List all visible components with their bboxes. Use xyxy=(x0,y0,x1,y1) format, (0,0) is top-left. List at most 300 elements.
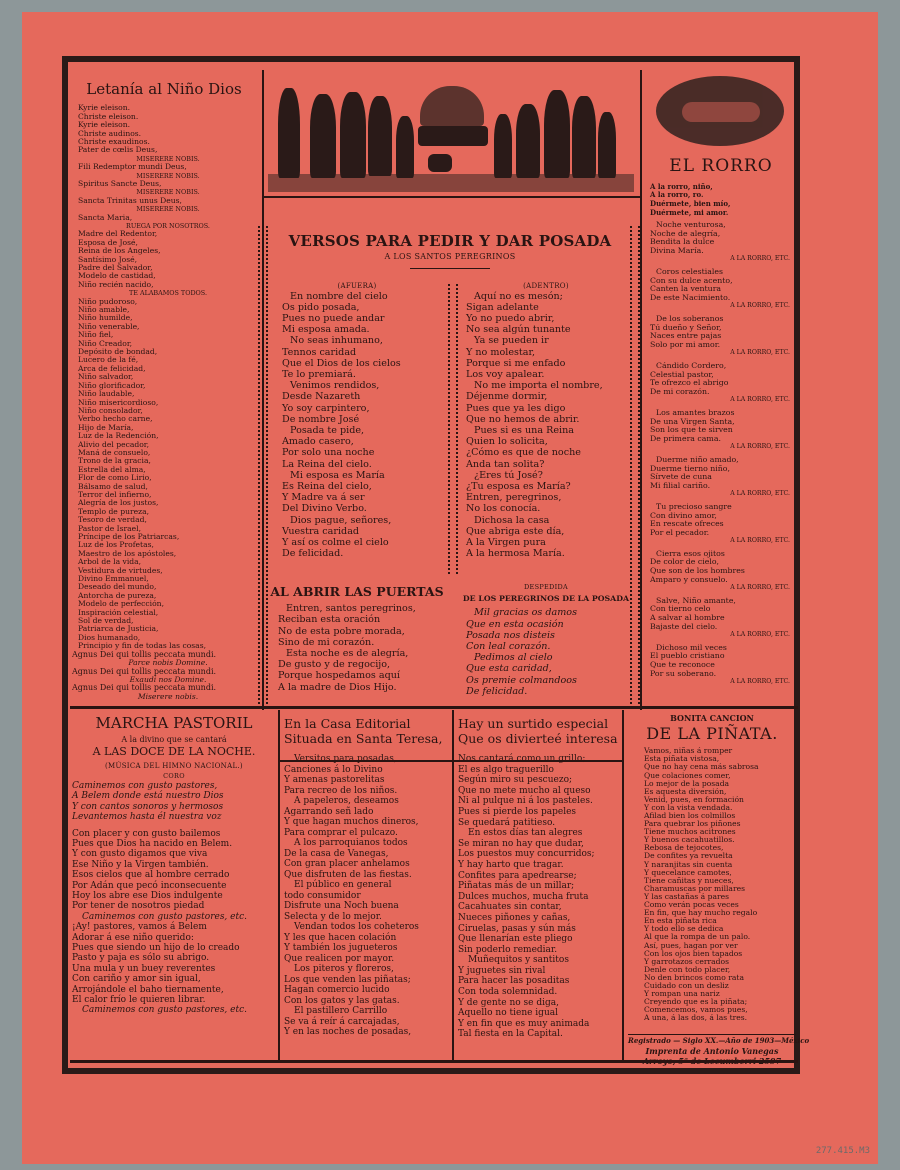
litany-line: Agnus Dei qui tollis peccata mundi. xyxy=(72,649,217,659)
verse-line: Ni al pulque ni á los pasteles. xyxy=(458,796,593,807)
verse-line: Y Madre va á ser xyxy=(282,492,365,504)
verse-line: A la Virgen pura xyxy=(466,537,546,548)
divider xyxy=(640,70,642,710)
coro-verses xyxy=(72,781,276,823)
litany-line: Lucero de la fé, xyxy=(78,355,139,365)
verse-line: El es algo traguerillo xyxy=(458,764,554,775)
verse-line: Esta noche es de alegría, xyxy=(286,648,409,660)
surtido-heading xyxy=(458,716,620,746)
verse-line: Pues que ya les digo xyxy=(466,402,566,414)
litany-line: Dios humanado, xyxy=(78,632,141,642)
verse-line: No me importa el nombre, xyxy=(474,380,603,392)
verse-line: Tu precioso sangre xyxy=(656,501,732,511)
verse-line: Cacahuates sin contar, xyxy=(458,902,562,913)
litany-line: Modelo de perfección, xyxy=(78,599,164,609)
verse-line: ¡Ay! pastores, vamos á Belem xyxy=(72,922,207,933)
litany-line: Estrella del alma, xyxy=(78,464,146,474)
verse-line: Posada te pide, xyxy=(290,424,365,436)
verse-line: Con los ojos bien tapados xyxy=(644,948,743,958)
verse-line: Los amantes brazos xyxy=(656,407,735,417)
verse-line: Creyendo que es la piñata; xyxy=(644,997,748,1007)
verse-line: Aquí no es mesón; xyxy=(474,290,563,302)
verse-line: No sea algún tunante xyxy=(466,324,571,336)
editorial-heading xyxy=(284,716,450,746)
litany-line: Christe audinos. xyxy=(78,128,142,138)
editorial-verses xyxy=(284,754,450,1038)
verse-line: Cuidado con un desliz xyxy=(644,980,729,990)
verse-line: Por solo una noche xyxy=(282,447,375,459)
litany-line: Esposa de José, xyxy=(78,237,138,247)
verse-line: todo consumidor xyxy=(284,890,361,901)
litany-line: Templo de pureza, xyxy=(78,506,150,516)
verse-line: En estos días tan alegres xyxy=(468,828,583,839)
verse-line: Dichosa la casa xyxy=(474,514,550,526)
verse-line: Venimos rendidos, xyxy=(290,380,380,392)
litany-line: Niño glorificador, xyxy=(78,380,146,390)
verse-line: Una mula y un buey reverentes xyxy=(72,963,216,974)
verse-line: Afilad bien los colmillos xyxy=(644,811,736,821)
verse-line: Que el Dios de los cielos xyxy=(282,357,401,369)
rorro-refrain: A LA RORRO, ETC. xyxy=(730,631,790,639)
verse-line: Tal fiesta en la Capital. xyxy=(458,1029,563,1040)
verse-line: Pues que Dios ha nacido en Belem. xyxy=(72,838,233,849)
inside-verses xyxy=(458,291,634,560)
march-column xyxy=(72,714,276,1060)
verse-line: Y todo ello se dedica xyxy=(644,924,724,934)
verse-line: Comencemos, vamos pues, xyxy=(644,1005,748,1015)
imprint-line-1: Registrado — Siglo XX.—Año de 1903—México xyxy=(628,1036,810,1045)
verse-line: Os premie colmandoos xyxy=(466,674,577,686)
editorial-column xyxy=(284,716,450,1060)
verse-line: En esta piñata rica xyxy=(644,916,717,926)
verse-line: Pues no puede andar xyxy=(282,312,385,324)
verse-line: Y garrotazos cerrados xyxy=(644,956,729,966)
verse-line: Desde Nazareth xyxy=(282,391,361,403)
verse-line: Duerme niño amado, xyxy=(656,454,739,464)
verse-line: Se miran no hay que dudar, xyxy=(458,838,584,849)
verse-line: Pues que siendo un hijo de lo creado xyxy=(72,943,240,953)
verse-line: Al que la rompa de un palo. xyxy=(644,932,751,942)
litany-line: Maestro de los apóstoles, xyxy=(78,548,177,558)
verse-line: Pues si pierde los papeles xyxy=(458,806,577,817)
litany-line: Bálsamo de salud, xyxy=(78,481,148,491)
verse-line: Que abriga este día, xyxy=(466,525,565,537)
verse-line: Según miro su pescuezo; xyxy=(458,775,573,786)
verse-line: Por tener de nosotros piedad xyxy=(72,901,205,912)
verse-line: Denle con todo placer, xyxy=(644,964,731,974)
litany-line: Niño laudable, xyxy=(78,389,135,399)
verse-line: Coros celestiales xyxy=(656,267,724,277)
verse-line: Sigan adelante xyxy=(466,301,539,313)
litany-line: Sancta Maria, xyxy=(78,212,133,222)
litany-line: Kyrie eleison. xyxy=(78,103,131,113)
verse-line: Pedimos al cielo xyxy=(474,652,553,664)
infant-woodcut xyxy=(656,76,784,146)
surtido-verses xyxy=(458,754,620,1040)
rorro-refrain: A LA RORRO, ETC. xyxy=(730,443,790,451)
verse-line: A la madre de Dios Hijo. xyxy=(278,681,397,693)
verse-line: Sírvete de cuna xyxy=(650,472,712,482)
verse-line: El público en general xyxy=(294,880,392,890)
verse-line: No seas inhumano, xyxy=(290,335,383,347)
posada-subtitle: A LOS SANTOS PEREGRINOS xyxy=(384,252,516,262)
verse-line: Con toda solemnidad. xyxy=(458,987,558,998)
litany-line: Trono de la gracia, xyxy=(78,456,151,466)
divider xyxy=(622,710,624,1060)
verse-line: De confites ya revuelta xyxy=(644,851,733,861)
pinata-pre: BONITA CANCION xyxy=(670,713,754,723)
litany-line: Niño fiel, xyxy=(78,330,114,340)
litany-line: Divino Emmanuel, xyxy=(78,574,149,584)
rorro-refrain: A LA RORRO, ETC. xyxy=(730,302,790,310)
verse-line: Y buenos cacahuatillos. xyxy=(644,835,735,845)
verse-line: Que esta caridad, xyxy=(466,663,552,675)
pinata-column xyxy=(628,713,810,1066)
verse-line: El pastillero Carrillo xyxy=(294,1006,388,1016)
verse-line: Bajaste del cielo. xyxy=(650,621,718,631)
litany-line: Sol de verdad, xyxy=(78,616,134,626)
rorro-intro-line: Duérmete, mi amor. xyxy=(650,207,729,217)
verse-line: Como verán pocas veces xyxy=(644,900,739,910)
verse-line: Te lo premiará. xyxy=(282,368,356,380)
verse-line: Dichoso mil veces xyxy=(656,642,727,652)
litany-line: Christe exaudinos. xyxy=(78,136,150,146)
verse-line: De felicidad. xyxy=(466,685,528,697)
rorro-refrain: A LA RORRO, ETC. xyxy=(730,255,790,263)
verse-line: Con tierno celo xyxy=(650,604,711,614)
march-verses xyxy=(72,829,276,1016)
verse-line: Para hacer las posaditas xyxy=(458,976,570,987)
verse-line: Y no molestar, xyxy=(466,346,536,358)
verse-line: Piñatas más de un millar; xyxy=(458,881,575,892)
verse-line: A una, á las dos, á las tres. xyxy=(644,1013,748,1023)
verse-line: Adorar á ese niño querido: xyxy=(72,932,194,943)
march-title: MARCHA PASTORIL xyxy=(95,714,253,732)
verse-line: Entren, peregrinos, xyxy=(466,492,562,504)
verse-line: Se quedará patitieso. xyxy=(458,817,556,828)
verse-line: Y con cantos sonoros y hermosos xyxy=(72,801,224,812)
litany-line: Madre del Redentor, xyxy=(78,229,158,239)
verse-line: A papeleros, deseamos xyxy=(294,796,399,806)
verse-line: ¿Tu esposa es María? xyxy=(466,480,571,492)
litany-line: Hijo de María, xyxy=(78,422,134,432)
litany-line: Pastor de Israel, xyxy=(78,523,142,533)
verse-line: Tú dueño y Señor, xyxy=(650,322,722,332)
verse-line: Del Divino Verbo. xyxy=(282,503,367,515)
litany-line: Padre del Salvador, xyxy=(78,263,153,273)
surtido-column xyxy=(458,716,620,1060)
litany-line: Kyrie eleison. xyxy=(78,120,131,130)
verse-line: Que no mete mucho al queso xyxy=(458,785,591,796)
verse-line: Dulces muchos, mucha fruta xyxy=(458,891,589,902)
litany-line: Fili Redemptor mundi Deus, xyxy=(78,162,187,172)
verse-line: Nos cantará como un grillo; xyxy=(458,754,586,764)
rorro-refrain: A LA RORRO, ETC. xyxy=(730,678,790,686)
verse-line: Con gran placer anhelamos xyxy=(284,859,410,869)
verse-line: Caminemos con gusto pastores, etc. xyxy=(82,1005,248,1016)
verse-line: Levantemos hasta él nuestra voz xyxy=(72,812,222,823)
verse-line: Duerme tierno niño, xyxy=(650,463,730,473)
litany-line: Luz de los Profetas, xyxy=(78,540,154,550)
litany-line: Principio y fin de todas las cosas, xyxy=(78,641,207,651)
coro-label: CORO xyxy=(163,771,185,780)
verse-line: Y de gente no se diga, xyxy=(458,997,559,1008)
verse-line: De la casa de Vanegas, xyxy=(284,848,389,859)
rorro-refrain: A LA RORRO, ETC. xyxy=(730,490,790,498)
verse-line: De nombre José xyxy=(282,413,360,425)
verse-line: ¿Eres tú José? xyxy=(474,469,543,481)
verse-line: No los conocía. xyxy=(466,503,541,515)
farewell-title: DE LOS PEREGRINOS DE LA POSADA xyxy=(462,593,630,603)
verse-line: Sin poderlo remediar. xyxy=(458,944,558,955)
verse-line: Yo no puedo abrir, xyxy=(466,312,555,324)
litany-line: Maná de consuelo, xyxy=(78,447,151,457)
surtido-heading-line: Que os divierteé interesa xyxy=(458,731,618,746)
litany-title: Letanía al Niño Dios xyxy=(86,80,242,98)
verse-line: Reciban esta oración xyxy=(278,614,381,626)
litany-line: Terror del infierno, xyxy=(78,489,152,499)
verse-line: Con su dulce acento, xyxy=(650,275,733,285)
outside-verses xyxy=(268,291,446,560)
litany-line: Niño consolador, xyxy=(78,405,143,415)
verse-line: Bendita la dulce xyxy=(650,237,715,247)
verse-line: Y naranjitas sin cuenta xyxy=(644,859,733,869)
verse-line: Los voy apalear. xyxy=(466,368,545,380)
verse-line: Por el pecador. xyxy=(650,527,710,537)
verse-line: Canten la ventura xyxy=(650,284,722,294)
verse-line: El calor frío le quieren librar. xyxy=(72,995,206,1006)
inside-label: (ADENTRO) xyxy=(523,282,569,290)
procession-woodcut xyxy=(268,76,634,192)
verse-line: Que te reconoce xyxy=(650,660,715,670)
verse-line: Y quecelance camotes, xyxy=(644,867,732,877)
verse-line: Con los gatos y las gatas. xyxy=(284,995,400,1006)
verse-line: Los piteros y floreros, xyxy=(294,964,394,974)
verse-line: De mi corazón. xyxy=(650,386,710,396)
verse-line: Esta piñata vistosa, xyxy=(644,754,720,764)
verse-line: Caminemos con gusto pastores, xyxy=(72,780,218,791)
pinata-title: DE LA PIÑATA. xyxy=(646,723,778,743)
litany-line: Niño Creador, xyxy=(78,338,133,348)
litany-line: Sancta Trinitas unus Deus, xyxy=(78,195,182,205)
vine-border-left xyxy=(258,226,268,704)
verse-line: Y juguetes sin rival xyxy=(458,965,546,976)
posada-column xyxy=(268,232,632,704)
verse-line: Es aquesta diversión, xyxy=(644,786,727,796)
verse-line: A Belem donde está nuestro Dios xyxy=(72,791,224,802)
verse-line: Salve, Niño amante, xyxy=(656,595,736,605)
verse-line: Solo por mi amor. xyxy=(650,339,721,349)
litany-line: Alegría de los justos, xyxy=(78,498,159,508)
verse-line: Y que hagan muchos dineros, xyxy=(284,817,419,827)
verse-line: Que realicen por mayor. xyxy=(284,953,395,964)
opening-verses xyxy=(268,603,446,693)
verse-line: Y con gusto digamos que viva xyxy=(72,849,208,860)
litany-line: Miserere nobis. xyxy=(137,691,199,701)
litany-line: Christe eleison. xyxy=(78,111,139,121)
litany-line: Niño pudoroso, xyxy=(78,296,138,306)
verse-line: Mi filial cariño. xyxy=(650,480,711,490)
verse-line: Nueces piñones y cañas, xyxy=(458,912,571,923)
verse-line: Y rompan una nariz xyxy=(644,989,720,999)
verse-line: Agarrando señ lado xyxy=(284,806,374,817)
litany-line: MISERERE NOBIS. xyxy=(136,154,200,163)
verse-line: Vamos, niñas á romper xyxy=(644,746,733,756)
verse-line: Y también los jugueteros xyxy=(284,943,398,953)
verse-line: Tiene muchos acitrones xyxy=(644,827,736,837)
rorro-intro-line: Duérmete, bien mío, xyxy=(650,198,731,208)
litany-line: Vestidura de virtudes, xyxy=(78,565,163,575)
litany-line: Luz de la Redención, xyxy=(78,431,159,441)
divider xyxy=(278,710,280,1060)
verse-line: Mi esposa es María xyxy=(290,469,385,481)
verse-line: Muñequitos y santitos xyxy=(468,955,569,966)
march-subtitle: A la divino que se cantará xyxy=(121,735,227,745)
verse-line: Pasto y paja es sólo su abrigo. xyxy=(72,953,210,964)
verse-line: Versitos para posadas, xyxy=(294,754,397,764)
verse-line: Lo mejor de la posada xyxy=(644,778,730,788)
verse-line: Tiene cañitas y nueces, xyxy=(644,875,734,885)
verse-line: Que llenarían este pliego xyxy=(458,934,573,945)
litany-line: Parce nobis Domine. xyxy=(128,658,208,668)
verse-line: Y así os colme el cielo xyxy=(282,537,389,548)
catalog-stamp: 277.415.M3 xyxy=(815,1146,870,1156)
verse-line: Cándido Cordero, xyxy=(656,361,727,371)
verse-line: De los soberanos xyxy=(656,314,724,324)
verse-line: En fin, que hay mucho regalo xyxy=(644,908,758,918)
verse-line: Entren, santos peregrinos, xyxy=(286,603,416,615)
litany-line: MISERERE NOBIS. xyxy=(136,171,200,180)
verse-line: Y en las noches de posadas, xyxy=(284,1027,412,1037)
verse-line: Por su soberano. xyxy=(650,668,717,678)
verse-line: Yo soy carpintero, xyxy=(282,402,370,414)
verse-line: Esos cielos que al hombre cerrado xyxy=(72,870,230,881)
verse-line: Divina María. xyxy=(650,245,704,255)
verse-line: Mi esposa amada. xyxy=(282,324,370,336)
verse-line: Para quebrar los piñones xyxy=(644,819,741,829)
verse-line: Hoy los abre ese Dios indulgente xyxy=(72,890,223,901)
litany-line: Niño recién nacido, xyxy=(78,279,154,289)
litany-line: Agnus Dei qui tollis peccata mundi. xyxy=(72,666,217,676)
litany-line: Verbo hecho carne, xyxy=(78,414,153,424)
verse-line: Son los que te sirven xyxy=(650,425,733,435)
verse-line: Quien lo solicita, xyxy=(466,436,548,448)
rorro-refrain: A LA RORRO, ETC. xyxy=(730,537,790,545)
verse-line: Y las castañas á pares xyxy=(644,891,730,901)
editorial-heading-line: Situada en Santa Teresa, xyxy=(284,731,443,746)
verse-line: Y hay harto que tragar. xyxy=(458,859,564,870)
verse-line: Os pido posada, xyxy=(282,301,360,313)
divider xyxy=(262,196,642,198)
verse-line: De primera cama. xyxy=(650,433,721,443)
verse-line: Disfrute una Noch buena xyxy=(284,901,399,911)
verse-line: Selecta y de lo mejor. xyxy=(284,911,382,922)
verse-line: Que en esta ocasión xyxy=(466,618,564,630)
farewell-label: DESPEDIDA xyxy=(524,583,568,591)
litany-line: Pater de cœlis Deus, xyxy=(78,145,158,155)
verse-line: Que son de los hombres xyxy=(650,566,745,576)
verse-line: En rescate ofreces xyxy=(650,519,724,529)
litany-line: Deseado del mundo, xyxy=(78,582,157,592)
litany-line: TE ALABAMOS TODOS. xyxy=(129,289,207,298)
rorro-verses xyxy=(646,183,796,687)
surtido-heading-line: Hay un surtido especial xyxy=(458,716,609,731)
march-heading: A LAS DOCE DE LA NOCHE. xyxy=(92,745,256,759)
verse-line: Con leal corazón. xyxy=(466,641,551,653)
imprint-line2: Imprenta de Antonio Vanegas xyxy=(645,1046,779,1056)
litany-line: Patriarca de Justicia, xyxy=(78,624,159,634)
verse-line: Amado casero, xyxy=(282,436,354,448)
verse-line: De color de cielo, xyxy=(650,557,720,567)
litany-line: MISERERE NOBIS. xyxy=(136,188,200,197)
opening-title: AL ABRIR LAS PUERTAS xyxy=(270,584,444,599)
editorial-heading-line: En la Casa Editorial xyxy=(284,716,411,731)
verse-line: Amparo y consuelo. xyxy=(650,574,728,584)
verse-line: Arrojándole el baho tiernamente, xyxy=(72,984,224,995)
litany-line: Reina de los Angeles, xyxy=(78,246,161,256)
litany-line: Flor de como Lirio, xyxy=(78,473,152,483)
rorro-intro-line: A la rorro, niño, xyxy=(650,181,713,191)
divider xyxy=(452,710,454,1060)
litany-line: Niño venerable, xyxy=(78,321,140,331)
litany-line: Príncipe de los Patriarcas, xyxy=(78,532,180,542)
verse-line: Que no hay cena más sabrosa xyxy=(644,762,759,772)
posada-title: VERSOS PARA PEDIR Y DAR POSADA xyxy=(288,232,612,250)
verse-line: Hagan comercio lucido xyxy=(284,985,390,995)
verse-line: A los parroquianos todos xyxy=(294,838,408,848)
verse-line: Confites para apedrearse; xyxy=(458,870,577,881)
verse-line: Aquello no tiene igual xyxy=(458,1008,558,1019)
rorro-refrain: A LA RORRO, ETC. xyxy=(730,396,790,404)
verse-line: Y en fin que es muy animada xyxy=(458,1018,590,1029)
verse-line: Déjenme dormir, xyxy=(466,391,548,403)
litany-line: Niño misericordioso, xyxy=(78,397,159,407)
rorro-column xyxy=(646,156,796,706)
rorro-title: EL RORRO xyxy=(669,156,773,176)
verse-line: En nombre del cielo xyxy=(290,290,388,302)
litany-line: Arca de felicidad, xyxy=(78,363,146,373)
rorro-refrain: A LA RORRO, ETC. xyxy=(730,349,790,357)
verse-line: Los que venden las piñatas; xyxy=(284,974,411,985)
litany-lines xyxy=(70,104,258,701)
verse-line: Que no hemos de abrir. xyxy=(466,413,580,425)
litany-line: RUEGA POR NOSOTROS. xyxy=(126,221,210,230)
litany-line: Depósito de bondad, xyxy=(78,347,158,357)
verse-line: A la hermosa María. xyxy=(466,548,565,560)
litany-line: Antorcha de pureza, xyxy=(78,590,157,600)
verse-line: Vendan todos los coheteros xyxy=(294,922,419,932)
verse-line: Porque si me enfado xyxy=(466,357,566,369)
verse-line: La Reina del cielo. xyxy=(282,458,372,470)
verse-line: Con placer y con gusto bailemos xyxy=(72,828,221,839)
litany-line: Niño humilde, xyxy=(78,313,133,323)
rorro-refrain: A LA RORRO, ETC. xyxy=(730,584,790,592)
litany-column xyxy=(70,80,258,706)
litany-line: Inspiración celestial, xyxy=(78,607,159,617)
litany-line: Agnus Dei qui tollis peccata mundi. xyxy=(72,683,217,693)
verse-line: De gusto y de regocijo, xyxy=(278,659,391,671)
verse-line: Sino de mi corazón. xyxy=(278,636,375,648)
verse-line: No den brincos como rata xyxy=(644,972,744,982)
verse-line: Cierra esos ojitos xyxy=(656,548,725,558)
verse-line: Que colaciones comer, xyxy=(644,770,731,780)
verse-line: Ya se pueden ir xyxy=(474,335,549,347)
verse-line: Porque hospedamos aquí xyxy=(278,670,400,682)
verse-line: Tennos caridad xyxy=(282,346,357,358)
pinata-verses xyxy=(628,747,796,1022)
verse-line: Caminemos con gusto pastores, etc. xyxy=(82,911,248,922)
litany-line: Alivio del pecador, xyxy=(78,439,150,449)
